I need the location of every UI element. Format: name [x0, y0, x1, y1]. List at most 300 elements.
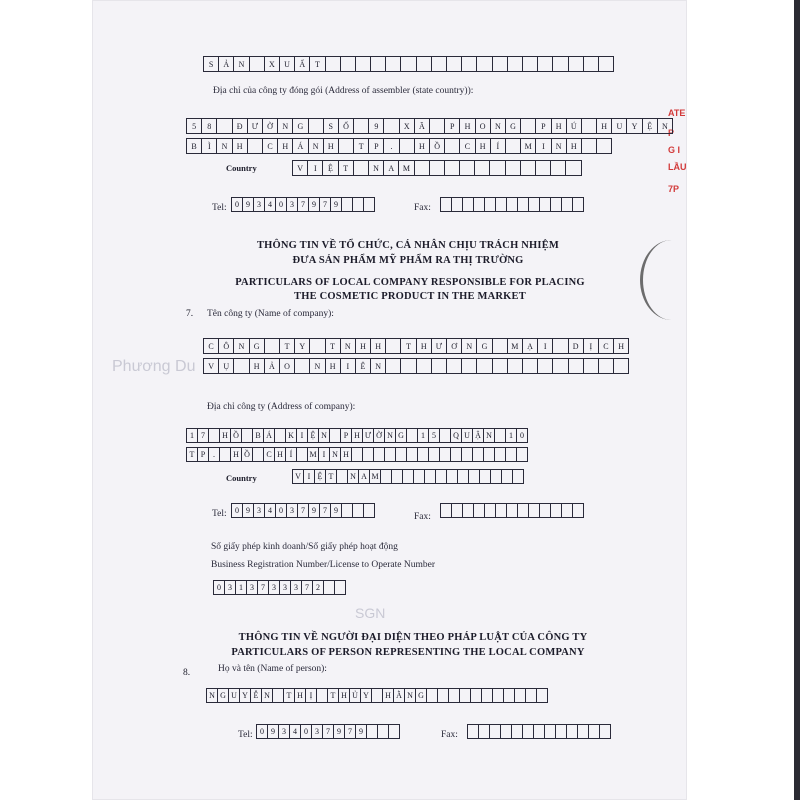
form-cell	[440, 447, 451, 462]
form-cell	[396, 447, 407, 462]
form-cell: 9	[309, 197, 320, 212]
form-cell	[551, 503, 562, 518]
form-cell: 0	[214, 580, 225, 595]
form-cell	[417, 358, 432, 374]
form-cell	[452, 503, 463, 518]
form-cell: G	[416, 688, 427, 703]
form-cell	[386, 56, 401, 72]
form-cell	[463, 503, 474, 518]
form-cell	[337, 469, 348, 484]
top-row-grid	[203, 56, 614, 72]
form-cell	[562, 197, 573, 212]
form-cell	[508, 56, 523, 72]
fax-label: Fax:	[441, 730, 458, 740]
form-cell: Ô	[219, 338, 234, 354]
form-cell	[597, 138, 612, 154]
form-cell	[234, 358, 249, 374]
form-cell: H	[614, 338, 629, 354]
form-cell	[493, 688, 504, 703]
form-cell: N	[207, 688, 218, 703]
country-label: Country	[226, 163, 257, 173]
form-cell: Y	[295, 338, 310, 354]
form-cell	[326, 56, 341, 72]
form-cell: H	[339, 688, 350, 703]
form-cell	[451, 447, 462, 462]
form-cell: 0	[257, 724, 268, 739]
form-cell: U	[612, 118, 627, 134]
form-cell	[217, 118, 232, 134]
form-cell	[309, 118, 324, 134]
form-cell	[242, 428, 253, 443]
form-cell	[502, 469, 513, 484]
form-cell: H	[220, 428, 231, 443]
form-cell: G	[477, 338, 492, 354]
form-cell: 7	[298, 503, 309, 518]
form-cell: Y	[240, 688, 251, 703]
form-cell: H	[275, 447, 286, 462]
form-cell	[371, 56, 386, 72]
rep-heading-vi: THÔNG TIN VỀ NGƯỜI ĐẠI DIỆN THEO PHÁP LUẬT CỦA CÔNG TY	[238, 632, 588, 643]
form-cell: A	[359, 469, 370, 484]
form-cell: 7	[298, 197, 309, 212]
form-cell	[599, 56, 614, 72]
form-cell: Ồ	[231, 428, 242, 443]
form-cell: Á	[264, 428, 275, 443]
form-cell	[381, 469, 392, 484]
form-cell: 3	[287, 197, 298, 212]
company-name-label: Tên công ty (Name of company):	[207, 309, 334, 319]
form-cell: Ằ	[394, 688, 405, 703]
form-cell: Ồ	[242, 447, 253, 462]
form-cell	[512, 724, 523, 739]
form-cell: A	[384, 160, 399, 176]
form-cell: 3	[225, 580, 236, 595]
form-cell: U	[229, 688, 240, 703]
form-cell	[614, 358, 629, 374]
assembler-address-row-1	[186, 118, 673, 134]
form-cell	[485, 503, 496, 518]
form-cell: N	[462, 338, 477, 354]
form-cell: I	[538, 338, 553, 354]
form-cell: I	[536, 138, 551, 154]
form-cell: 3	[269, 580, 280, 595]
form-cell	[463, 197, 474, 212]
form-cell	[521, 160, 536, 176]
form-cell	[490, 724, 501, 739]
assembler-address-label: Địa chỉ của công ty đóng gói (Address of assembler (state country)):	[213, 86, 474, 96]
form-cell	[518, 503, 529, 518]
form-cell: C	[264, 447, 275, 462]
form-cell: T	[326, 469, 337, 484]
form-cell: 7	[198, 428, 209, 443]
form-cell: T	[339, 160, 354, 176]
tel-grid-2	[231, 503, 375, 518]
section-heading-vi-1: THÔNG TIN VỀ TỔ CHỨC, CÁ NHÂN CHỊU TRÁCH NHIỆM	[256, 240, 560, 251]
form-cell	[474, 503, 485, 518]
form-cell	[441, 197, 452, 212]
section-7-number: 7.	[186, 309, 194, 319]
form-cell: H	[371, 338, 386, 354]
company-address-row-2	[186, 447, 528, 462]
form-cell: H	[352, 428, 363, 443]
stamp-fragment: P	[668, 128, 675, 138]
form-cell: Ờ	[374, 428, 385, 443]
form-cell: .	[209, 447, 220, 462]
form-cell: 9	[369, 118, 384, 134]
form-cell: 9	[331, 197, 342, 212]
form-cell: H	[231, 447, 242, 462]
form-cell: 4	[265, 197, 276, 212]
form-cell: Ê	[356, 358, 371, 374]
form-cell	[479, 724, 490, 739]
form-cell	[342, 197, 353, 212]
form-cell	[569, 358, 584, 374]
form-cell: H	[383, 688, 394, 703]
form-cell: Í	[491, 138, 506, 154]
form-cell	[471, 688, 482, 703]
form-cell	[496, 503, 507, 518]
ghost-text: SGN	[355, 605, 386, 621]
form-cell	[518, 197, 529, 212]
fax-grid-3	[467, 724, 611, 739]
form-cell	[573, 503, 584, 518]
form-cell: N	[484, 428, 495, 443]
form-cell: Ư	[432, 338, 447, 354]
form-cell: Ơ	[447, 338, 462, 354]
form-cell	[468, 724, 479, 739]
form-cell: 9	[356, 724, 367, 739]
form-cell: 2	[313, 580, 324, 595]
section-heading-en-1: PARTICULARS OF LOCAL COMPANY RESPONSIBLE FOR PLACING	[235, 277, 585, 288]
form-cell	[482, 688, 493, 703]
form-cell: 0	[232, 197, 243, 212]
form-cell: H	[476, 138, 491, 154]
form-cell: X	[400, 118, 415, 134]
assembler-country-grid	[292, 160, 582, 176]
form-cell: .	[384, 138, 399, 154]
form-cell: C	[460, 138, 475, 154]
tel-grid-3	[256, 724, 400, 739]
form-cell: Ị	[584, 338, 599, 354]
form-cell: N	[309, 138, 324, 154]
form-cell	[567, 724, 578, 739]
form-cell: H	[567, 138, 582, 154]
form-cell	[353, 197, 364, 212]
form-cell: T	[284, 688, 295, 703]
form-cell: H	[341, 447, 352, 462]
form-cell: G	[293, 118, 308, 134]
form-cell: H	[415, 138, 430, 154]
form-cell: N	[369, 160, 384, 176]
form-cell: Ễ	[251, 688, 262, 703]
form-cell: Y	[627, 118, 642, 134]
form-cell: K	[286, 428, 297, 443]
form-cell: 3	[312, 724, 323, 739]
form-cell	[523, 56, 538, 72]
form-cell: 3	[247, 580, 258, 595]
form-cell	[392, 469, 403, 484]
form-cell: O	[280, 358, 295, 374]
form-cell	[353, 503, 364, 518]
form-cell: P	[341, 428, 352, 443]
form-cell: N	[405, 688, 416, 703]
form-cell	[536, 160, 551, 176]
form-cell	[389, 724, 400, 739]
form-cell	[449, 688, 460, 703]
form-cell	[537, 688, 548, 703]
form-cell: 0	[301, 724, 312, 739]
form-cell: 0	[276, 197, 287, 212]
form-cell	[474, 197, 485, 212]
form-cell: X	[265, 56, 280, 72]
tel-label: Tel:	[238, 730, 253, 740]
form-cell	[584, 358, 599, 374]
form-cell: 8	[202, 118, 217, 134]
form-cell: C	[204, 338, 219, 354]
form-cell: 7	[258, 580, 269, 595]
form-cell	[578, 724, 589, 739]
form-cell	[462, 447, 473, 462]
form-cell	[441, 503, 452, 518]
form-cell: H	[326, 358, 341, 374]
form-cell: T	[401, 338, 416, 354]
form-cell	[403, 469, 414, 484]
rep-heading-en: PARTICULARS OF PERSON REPRESENTING THE LOCAL COMPANY	[231, 647, 585, 658]
form-cell: N	[491, 118, 506, 134]
form-cell	[324, 580, 335, 595]
form-cell: N	[371, 358, 386, 374]
form-cell	[401, 56, 416, 72]
form-cell	[513, 469, 524, 484]
form-cell	[469, 469, 480, 484]
form-cell: Á	[293, 138, 308, 154]
form-cell: N	[341, 338, 356, 354]
form-cell: T	[328, 688, 339, 703]
form-cell	[447, 358, 462, 374]
ghost-text: Phương Du	[112, 358, 196, 375]
form-cell: Đ	[233, 118, 248, 134]
form-cell: M	[399, 160, 414, 176]
form-cell: H	[460, 118, 475, 134]
form-cell	[484, 447, 495, 462]
country-label: Country	[226, 473, 257, 483]
form-cell: N	[234, 338, 249, 354]
form-cell: I	[297, 428, 308, 443]
form-cell: B	[253, 428, 264, 443]
form-cell: Ố	[339, 118, 354, 134]
form-cell: N	[217, 138, 232, 154]
form-cell: T	[354, 138, 369, 154]
form-cell: G	[396, 428, 407, 443]
form-cell	[569, 56, 584, 72]
form-cell	[275, 428, 286, 443]
form-cell	[507, 503, 518, 518]
form-cell	[436, 469, 447, 484]
form-cell	[440, 428, 451, 443]
form-cell	[447, 469, 458, 484]
form-cell: H	[552, 118, 567, 134]
form-cell: Ệ	[643, 118, 658, 134]
form-cell	[477, 358, 492, 374]
form-cell	[432, 358, 447, 374]
form-cell	[330, 428, 341, 443]
form-cell: O	[476, 118, 491, 134]
form-cell: 9	[243, 197, 254, 212]
form-cell: Y	[361, 688, 372, 703]
license-label-en: Business Registration Number/License to Operate Number	[211, 560, 435, 570]
form-cell	[545, 724, 556, 739]
form-cell	[551, 160, 566, 176]
form-cell	[485, 197, 496, 212]
form-cell	[508, 358, 523, 374]
form-cell: Ệ	[308, 428, 319, 443]
form-cell	[600, 724, 611, 739]
form-cell: P	[536, 118, 551, 134]
form-cell	[445, 138, 460, 154]
form-cell	[220, 447, 231, 462]
form-cell: N	[278, 118, 293, 134]
form-cell	[209, 428, 220, 443]
form-cell: G	[218, 688, 229, 703]
form-cell: T	[187, 447, 198, 462]
form-cell: T	[280, 338, 295, 354]
form-cell: 5	[187, 118, 202, 134]
form-cell: 3	[287, 503, 298, 518]
form-cell	[384, 118, 399, 134]
form-cell: G	[506, 118, 521, 134]
form-cell: M	[308, 447, 319, 462]
form-cell	[265, 338, 280, 354]
form-cell	[473, 447, 484, 462]
form-cell: Ả	[265, 358, 280, 374]
form-cell	[386, 358, 401, 374]
form-cell: I	[341, 358, 356, 374]
license-label-vi: Số giấy phép kinh doanh/Số giấy phép hoạt động	[211, 542, 398, 552]
form-cell: M	[508, 338, 523, 354]
form-cell	[407, 447, 418, 462]
form-cell	[526, 688, 537, 703]
form-cell: H	[324, 138, 339, 154]
form-cell: B	[187, 138, 202, 154]
form-cell: Ì	[202, 138, 217, 154]
form-cell	[432, 56, 447, 72]
license-number-grid	[213, 580, 346, 595]
form-cell: Ậ	[473, 428, 484, 443]
form-cell	[401, 358, 416, 374]
form-cell: T	[326, 338, 341, 354]
form-cell	[317, 688, 328, 703]
form-cell: S	[324, 118, 339, 134]
form-cell: H	[233, 138, 248, 154]
form-cell	[540, 503, 551, 518]
form-cell: H	[597, 118, 612, 134]
stamp-fragment: LẦU	[668, 162, 687, 172]
form-cell: 1	[418, 428, 429, 443]
form-cell: 3	[254, 197, 265, 212]
form-cell: 9	[243, 503, 254, 518]
form-cell	[573, 197, 584, 212]
form-cell	[445, 160, 460, 176]
form-cell	[342, 503, 353, 518]
assembler-address-row-2	[186, 138, 612, 154]
form-cell	[460, 160, 475, 176]
form-cell	[339, 138, 354, 154]
form-cell: H	[417, 338, 432, 354]
form-cell	[475, 160, 490, 176]
company-country-grid	[292, 469, 524, 484]
form-cell: Ư	[248, 118, 263, 134]
form-cell: 3	[279, 724, 290, 739]
form-cell	[589, 724, 600, 739]
form-cell	[553, 56, 568, 72]
form-cell	[551, 197, 562, 212]
form-cell: 4	[265, 503, 276, 518]
form-cell	[523, 358, 538, 374]
form-cell	[538, 358, 553, 374]
form-cell	[517, 447, 528, 462]
form-cell: I	[304, 469, 315, 484]
form-cell: N	[319, 428, 330, 443]
form-cell: Ấ	[295, 56, 310, 72]
company-name-row-2	[203, 358, 629, 374]
form-cell: 4	[290, 724, 301, 739]
form-cell	[253, 447, 264, 462]
section-8-number: 8.	[183, 668, 191, 678]
form-cell: 7	[345, 724, 356, 739]
form-cell: Ạ	[523, 338, 538, 354]
form-cell	[297, 447, 308, 462]
form-cell: G	[250, 338, 265, 354]
form-cell	[495, 447, 506, 462]
form-cell: Ư	[363, 428, 374, 443]
form-cell	[521, 118, 536, 134]
fax-grid-1	[440, 197, 584, 212]
company-name-row-1	[203, 338, 629, 354]
form-cell	[493, 358, 508, 374]
form-cell: Ú	[567, 118, 582, 134]
company-address-label: Địa chỉ công ty (Address of company):	[207, 402, 356, 412]
form-cell: Ệ	[323, 160, 338, 176]
form-cell: Ụ	[219, 358, 234, 374]
form-cell	[364, 503, 375, 518]
form-cell: N	[385, 428, 396, 443]
form-cell: D	[569, 338, 584, 354]
form-cell: S	[204, 56, 219, 72]
form-cell	[460, 688, 471, 703]
form-cell	[458, 469, 469, 484]
form-cell	[452, 197, 463, 212]
seal-arc	[640, 240, 703, 320]
form-cell	[523, 724, 534, 739]
form-cell	[540, 197, 551, 212]
form-cell: H	[356, 338, 371, 354]
form-cell: V	[293, 469, 304, 484]
form-cell: Ả	[219, 56, 234, 72]
form-cell	[363, 447, 374, 462]
form-cell	[582, 118, 597, 134]
form-cell	[582, 138, 597, 154]
form-cell: V	[293, 160, 308, 176]
form-cell	[367, 724, 378, 739]
form-cell: N	[234, 56, 249, 72]
form-cell	[386, 338, 401, 354]
form-cell	[584, 56, 599, 72]
tel-grid-1	[231, 197, 375, 212]
form-cell: H	[278, 138, 293, 154]
form-cell	[493, 338, 508, 354]
form-cell: U	[280, 56, 295, 72]
form-cell: C	[263, 138, 278, 154]
